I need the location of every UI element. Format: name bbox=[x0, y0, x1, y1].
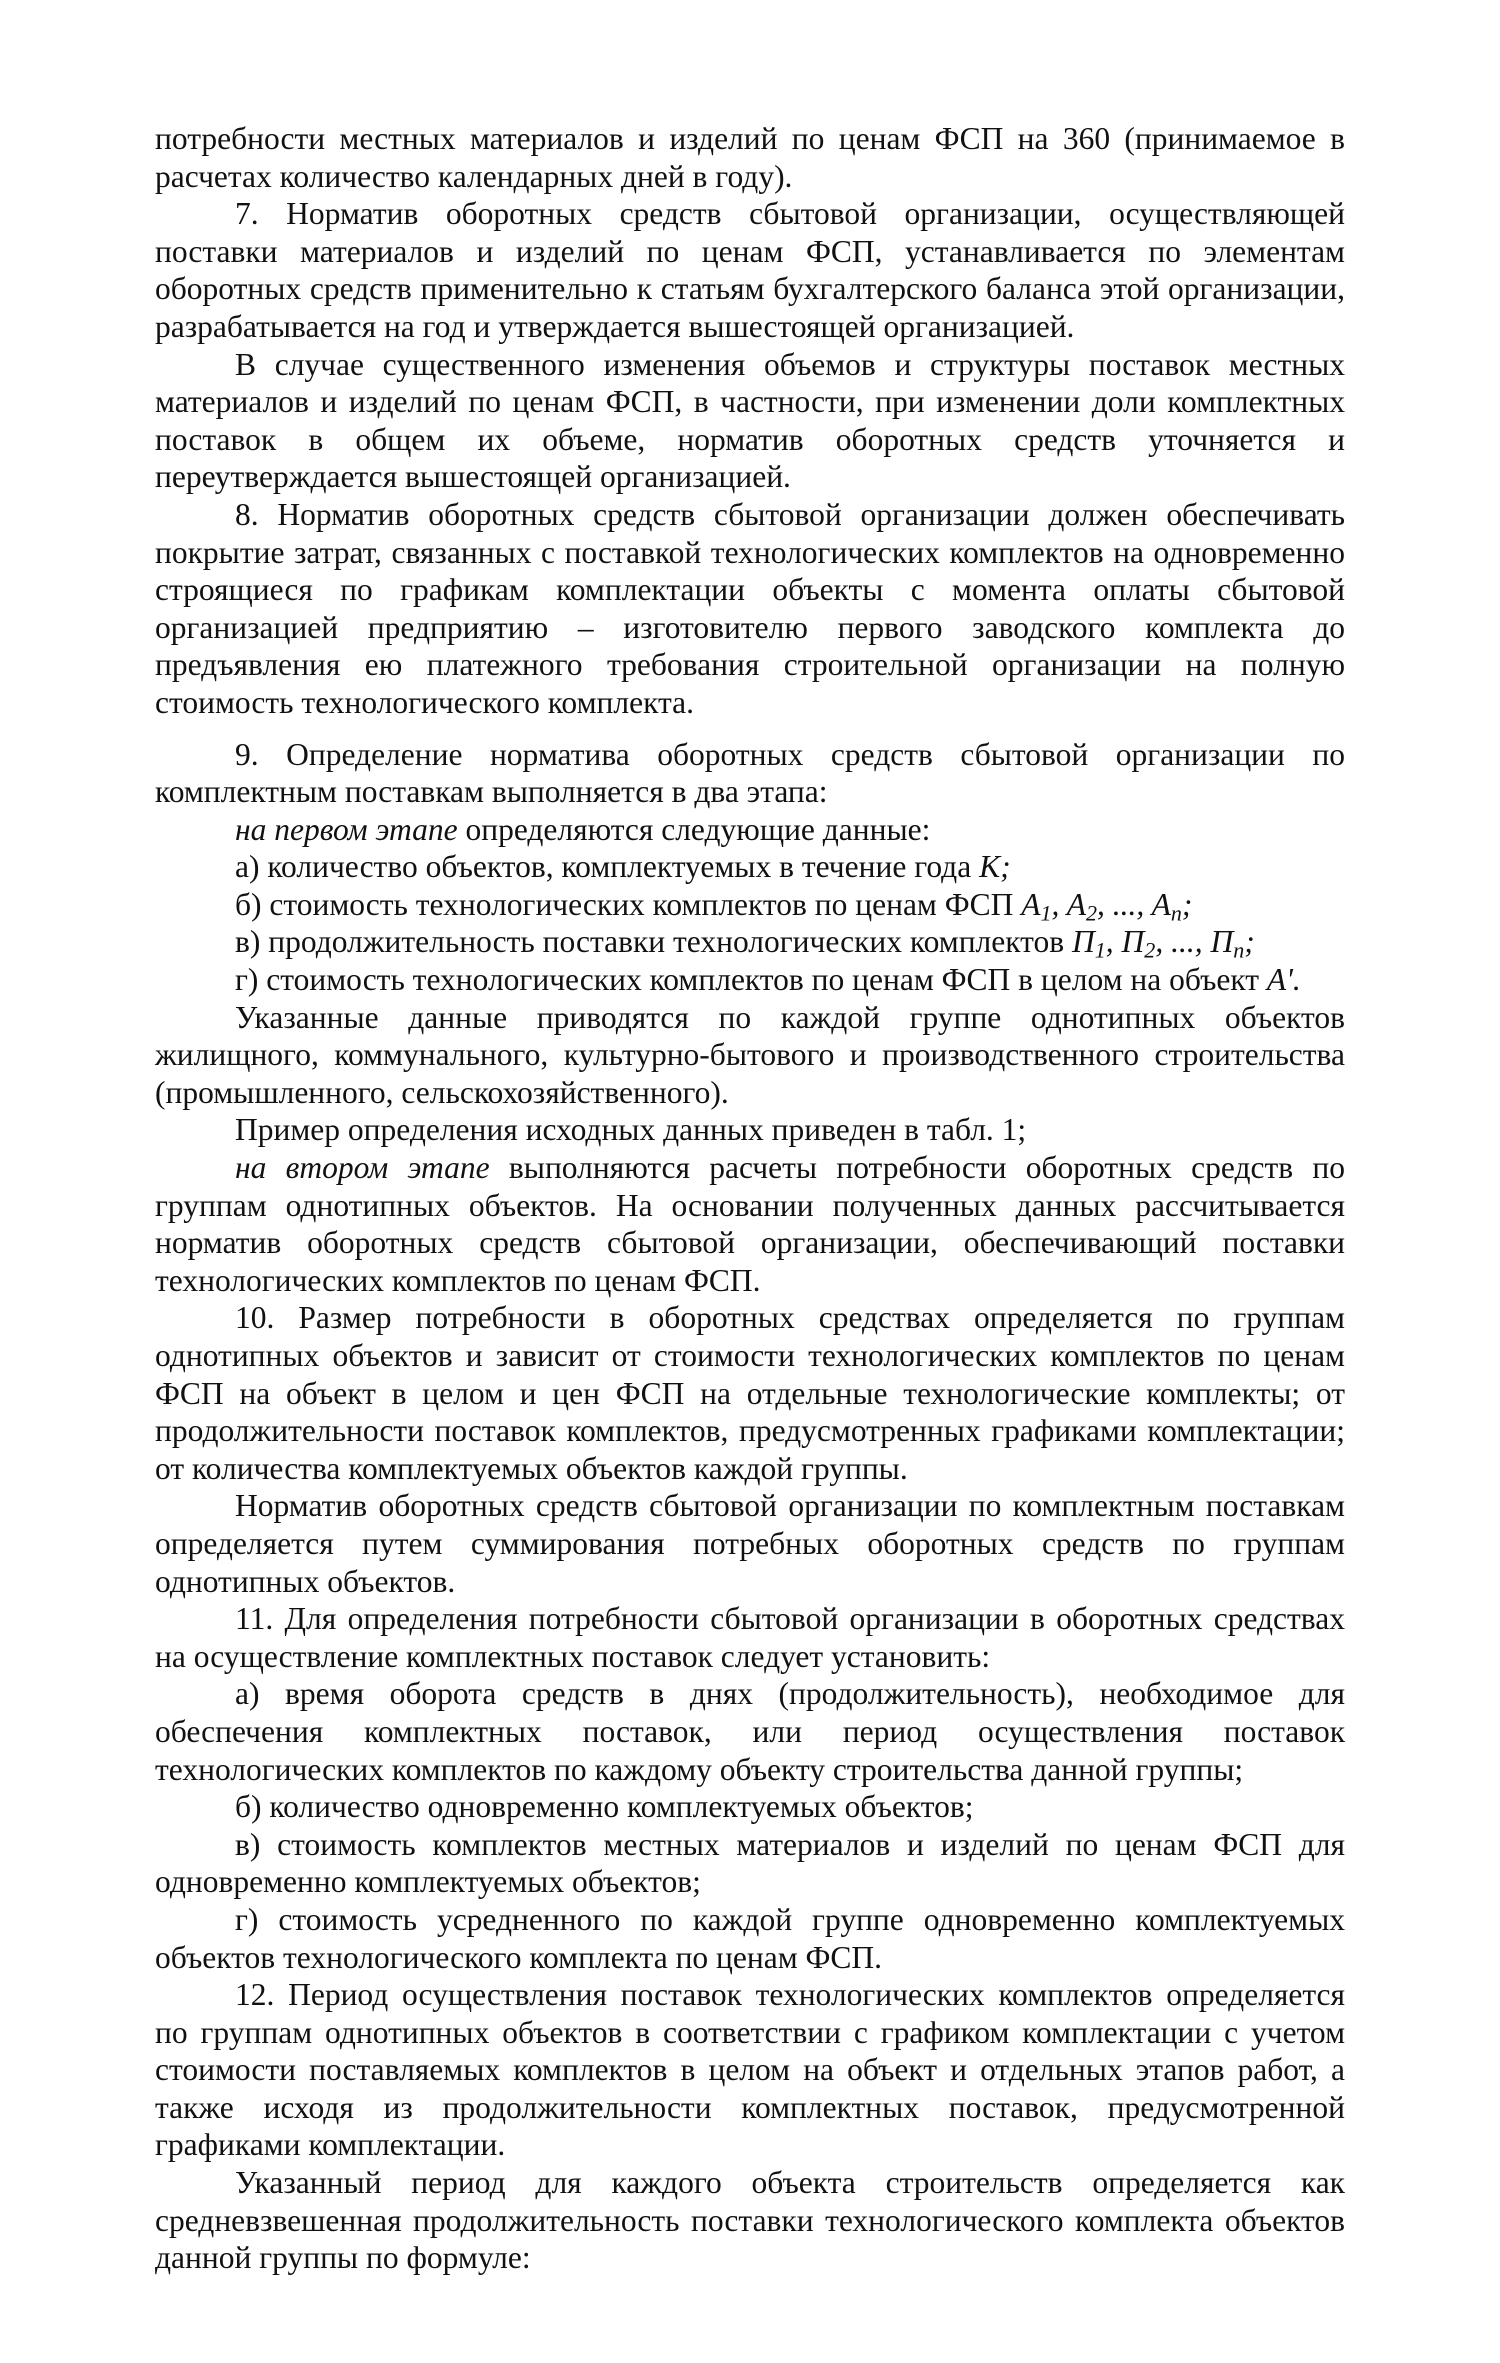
item-b-formula: $A_1$, $A_2$, ..., $A_n$; bbox=[1021, 886, 1193, 926]
item-a-formula: K; bbox=[979, 849, 1011, 885]
paragraph-12: 12. Период осуществления поставок технологических комплектов определяется по группам однотипных объектов в соответствии с графиком комплектации с учетом стоимости поставляемых комплектов в целом на объект и отдельных этапов работ, а также исходя из продолжительности комплектных поставок, предусмотренной графиками комплектации. bbox=[155, 1977, 1345, 2163]
document-page bbox=[155, 120, 1345, 2277]
item-g-object-cost bbox=[155, 961, 1345, 999]
paragraph-12-note: Указанный период для каждого объекта строительств определяется как средневзвешенная продолжительность поставки технологического комплекта объектов данной группы по формуле: bbox=[155, 2165, 1345, 2276]
paragraph-11-item-v: в) стоимость комплектов местных материалов и изделий по ценам ФСП для одновременно комплектуемых объектов; bbox=[155, 1826, 1345, 1900]
paragraph-7-note: В случае существенного изменения объемов и структуры поставок местных материалов и изделий по ценам ФСП, в частности, при изменении доли комплектных поставок в общем их объеме, норматив оборотных средств уточняется и переутверждается вышестоящей организацией. bbox=[155, 346, 1345, 495]
paragraph-10-note: Норматив оборотных средств сбытовой организации по комплектным поставкам определяется путем суммирования потребных оборотных средств по группам однотипных объектов. bbox=[155, 1488, 1345, 1599]
item-v-formula: $П_1$, $П_2$, ..., $П_n$; bbox=[1072, 924, 1255, 963]
item-b-text: б) стоимость технологических комплектов по ценам ФСП bbox=[235, 886, 1014, 922]
stage-one-text: определяются следующие данные: bbox=[457, 811, 931, 847]
stage-two-text: выполняются расчеты потребности оборотных средств по группам однотипных объектов. На основании полученных данных рассчитывается норматив оборотных средств сбытовой организации, обеспечивающий поставки технологических комплектов по ценам ФСП. bbox=[155, 1150, 1346, 1298]
item-a-text: а) количество объектов, комплектуемых в течение года bbox=[235, 849, 972, 885]
item-g-formula: A'. bbox=[1266, 962, 1301, 998]
paragraph-10: 10. Размер потребности в оборотных средствах определяется по группам однотипных объектов и зависит от стоимости технологических комплектов по ценам ФСП на объект в целом и цен ФСП на отдельные технологические комплекты; от продолжительности поставок комплектов, предусмотренных графиками комплектации; от количества комплектуемых объектов каждой группы. bbox=[155, 1300, 1345, 1486]
paragraph-11-item-g: г) стоимость усредненного по каждой группе одновременно комплектуемых объектов технологического комплекта по ценам ФСП. bbox=[155, 1901, 1345, 1975]
item-v-text: в) продолжительность поставки технологических комплектов bbox=[235, 924, 1065, 960]
paragraph-11-item-a: а) время оборота средств в днях (продолжительность), необходимое для обеспечения комплектных поставок, или период осуществления поставок технологических комплектов по каждому объекту строительства данной группы; bbox=[155, 1676, 1345, 1787]
stage-one-intro bbox=[155, 811, 1345, 849]
paragraph-8: 8. Норматив оборотных средств сбытовой организации должен обеспечивать покрытие затрат, связанных с поставкой технологических комплектов на одновременно строящиеся по графикам комплектации объекты с момента оплаты сбытовой организацией предприятию – изготовителю первого заводского комплекта до предъявления ею платежного требования строительной организации на полную стоимость технологического комплекта. bbox=[155, 496, 1345, 720]
paragraph-data-groups: Указанные данные приводятся по каждой группе однотипных объектов жилищного, коммунального, культурно-бытового и производственного строительства (промышленного, сельскохозяйственного). bbox=[155, 999, 1345, 1110]
paragraph-11: 11. Для определения потребности сбытовой организации в оборотных средствах на осуществление комплектных поставок следует установить: bbox=[155, 1601, 1345, 1674]
item-b-complect-cost bbox=[155, 886, 1345, 924]
paragraph-continuation: потребности местных материалов и изделий по ценам ФСП на 360 (принимаемое в расчетах количество календарных дней в году). bbox=[155, 121, 1345, 194]
item-v-delivery-duration bbox=[155, 923, 1345, 961]
paragraph-9: 9. Определение норматива оборотных средств сбытовой организации по комплектным поставкам выполняется в два этапа: bbox=[155, 736, 1345, 810]
stage-two-label: на втором этапе bbox=[235, 1150, 490, 1186]
paragraph-11-item-b: б) количество одновременно комплектуемых объектов; bbox=[235, 1789, 974, 1825]
item-a-objects-count bbox=[155, 848, 1345, 886]
paragraph-example-table: Пример определения исходных данных приведен в табл. 1; bbox=[235, 1112, 1027, 1148]
stage-two-intro bbox=[155, 1149, 1345, 1299]
paragraph-7: 7. Норматив оборотных средств сбытовой организации, осуществляющей поставки материалов и изделий по ценам ФСП, устанавливается по элементам оборотных средств применительно к статьям бухгалтерского баланса этой организации, разрабатывается на год и утверждается вышестоящей организацией. bbox=[155, 196, 1345, 344]
stage-one-label: на первом этапе bbox=[235, 811, 458, 847]
item-g-text: г) стоимость технологических комплектов по ценам ФСП в целом на объект bbox=[235, 962, 1260, 998]
